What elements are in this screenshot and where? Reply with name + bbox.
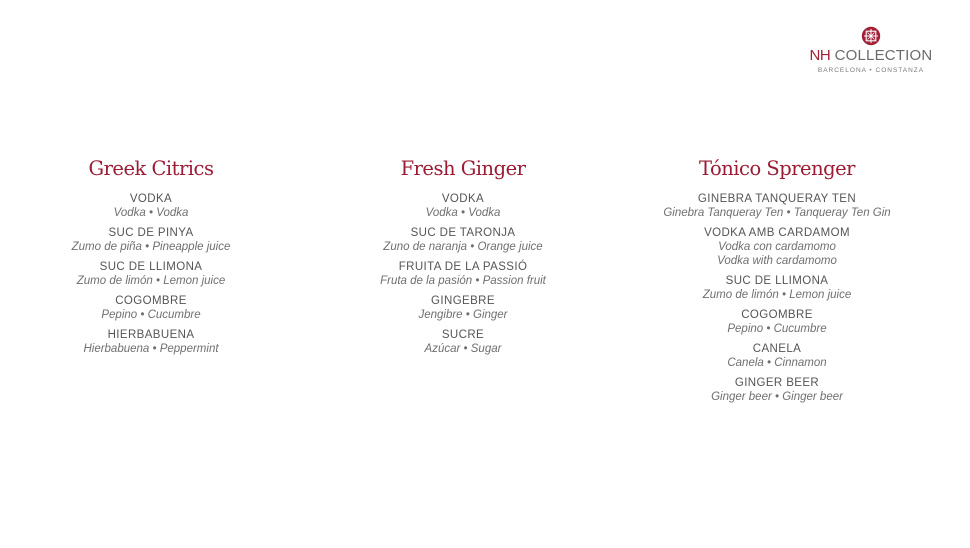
cocktail-card-fresh-ginger <box>334 155 592 362</box>
ingredient-name: GINGEBRE <box>431 295 495 307</box>
cocktail-card-tonico-sprenger <box>640 155 914 410</box>
cocktail-title: Fresh Ginger <box>400 157 526 180</box>
ingredient-item <box>640 308 914 336</box>
ingredient-translation: Vodka • Vodka <box>425 207 501 219</box>
ingredient-name: FRUITA DE LA PASSIÓ <box>398 261 528 273</box>
ingredient-name: GINGER BEER <box>734 377 820 389</box>
ingredient-item <box>640 226 914 268</box>
ingredient-name: VODKA <box>129 193 173 205</box>
ingredient-item <box>640 192 914 220</box>
ingredient-translation: Pepino • Cucumbre <box>101 309 201 321</box>
ingredient-item <box>640 342 914 370</box>
ingredient-translation <box>640 240 914 268</box>
ingredient-name: COGOMBRE <box>115 295 187 307</box>
ingredient-translation-line: Vodka con cardamomo <box>718 241 836 253</box>
ingredient-name: SUC DE LLIMONA <box>99 261 203 273</box>
ingredient-item <box>20 328 282 356</box>
ingredient-translation: Hierbabuena • Peppermint <box>83 343 219 355</box>
ingredient-translation: Zumo de limón • Lemon juice <box>76 275 226 287</box>
ingredient-name: CANELA <box>752 343 802 355</box>
ingredient-name: SUCRE <box>441 329 485 341</box>
ingredient-item <box>334 328 592 356</box>
ingredient-name: VODKA <box>441 193 485 205</box>
cocktail-card-greek-citrics <box>20 155 282 362</box>
ingredient-translation: Zumo de limón • Lemon juice <box>702 289 852 301</box>
brand-name <box>806 48 936 64</box>
ingredient-item <box>334 226 592 254</box>
ingredient-name: SUC DE LLIMONA <box>725 275 829 287</box>
ingredient-translation: Azúcar • Sugar <box>424 343 502 355</box>
ingredient-item <box>640 274 914 302</box>
ingredient-translation: Fruta de la pasión • Passion fruit <box>380 275 546 287</box>
cocktail-title: Greek Citrics <box>88 157 214 180</box>
ingredient-translation: Jengibre • Ginger <box>418 309 508 321</box>
ingredient-item <box>334 260 592 288</box>
ingredient-translation-line: Vodka with cardamomo <box>717 255 837 267</box>
ingredient-translation: Zuno de naranja • Orange juice <box>383 241 543 253</box>
ingredient-name: VODKA AMB CARDAMOM <box>704 227 850 239</box>
ingredient-item <box>20 260 282 288</box>
ingredient-name: HIERBABUENA <box>107 329 195 341</box>
ingredient-name: SUC DE TARONJA <box>410 227 516 239</box>
cocktail-title: Tónico Sprenger <box>699 157 855 180</box>
brand-name-prefix: NH <box>809 47 831 64</box>
ingredient-name: GINEBRA TANQUERAY TEN <box>697 193 857 205</box>
brand-name-suffix: COLLECTION <box>830 47 933 64</box>
ingredient-name: SUC DE PINYA <box>108 227 194 239</box>
ingredient-item <box>640 376 914 404</box>
ingredient-item <box>20 294 282 322</box>
ingredient-translation: Pepino • Cucumbre <box>727 323 827 335</box>
brand-logo <box>806 26 936 74</box>
brand-location: BARCELONA • CONSTANZA <box>817 67 925 74</box>
ingredient-translation: Zumo de piña • Pineapple juice <box>71 241 231 253</box>
ingredient-translation: Vodka • Vodka <box>113 207 189 219</box>
nh-emblem-icon <box>861 26 881 46</box>
ingredient-item <box>334 192 592 220</box>
ingredient-translation: Ginebra Tanqueray Ten • Tanqueray Ten Gin <box>663 207 891 219</box>
ingredient-item <box>334 294 592 322</box>
ingredient-name: COGOMBRE <box>741 309 813 321</box>
ingredient-translation: Ginger beer • Ginger beer <box>711 391 843 403</box>
ingredient-translation: Canela • Cinnamon <box>727 357 827 369</box>
ingredient-item <box>20 226 282 254</box>
ingredient-item <box>20 192 282 220</box>
